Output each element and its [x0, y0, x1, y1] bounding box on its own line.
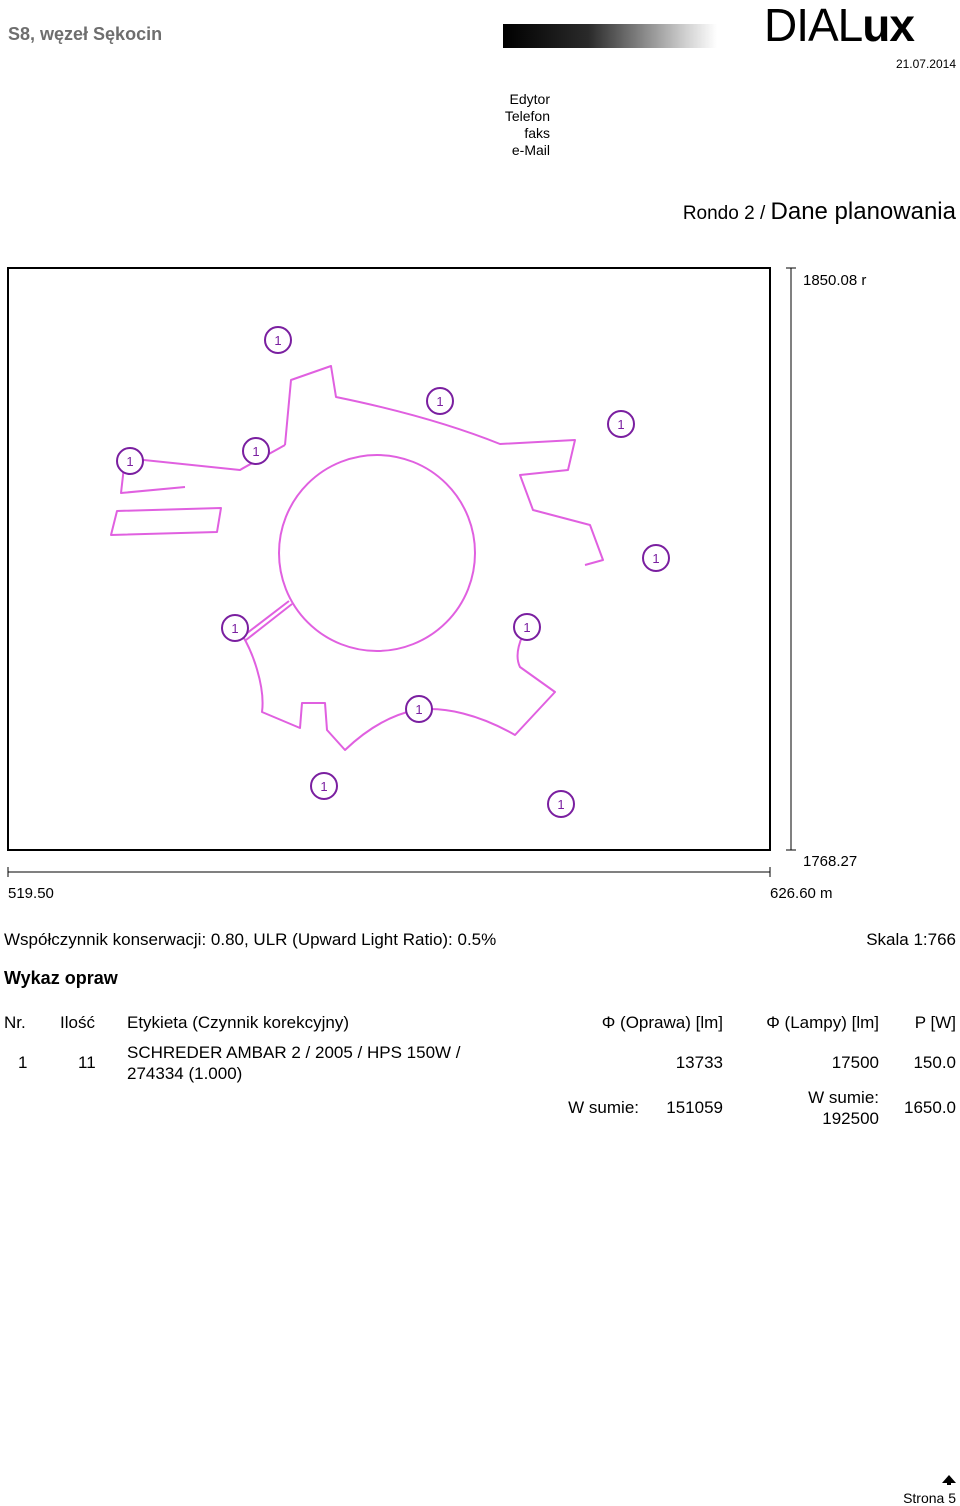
header-gradient-bar — [503, 24, 717, 48]
row-label-line2: 274334 (1.000) — [127, 1064, 243, 1083]
contact-editor: Edytor — [509, 91, 550, 107]
svg-text:1: 1 — [252, 444, 260, 459]
luminaire-marker — [514, 614, 540, 640]
logo-text-bold: ux — [862, 0, 914, 51]
contact-phone: Telefon — [504, 108, 550, 124]
col-header-label: Etykieta (Czynnik korekcyjny) — [127, 1013, 350, 1032]
luminaire-markers — [117, 327, 669, 817]
logo-text-thin: DIAL — [764, 0, 863, 51]
luminaire-marker — [608, 411, 634, 437]
col-header-phi-luminaire: Φ (Oprawa) [lm] — [601, 1013, 723, 1032]
luminaire-marker — [243, 438, 269, 464]
luminaire-marker — [548, 791, 574, 817]
coord-top-right: 1850.08 r — [803, 272, 867, 289]
row-label — [127, 1042, 461, 1084]
luminaire-marker — [222, 615, 248, 641]
road-outlines — [111, 366, 603, 750]
luminaire-marker — [427, 388, 453, 414]
svg-text:1: 1 — [320, 779, 328, 794]
row-nr: 1 — [18, 1053, 28, 1072]
total-phi-lamps: 192500 — [822, 1109, 879, 1128]
coord-bottom-right: 626.60 m — [770, 885, 833, 902]
row-phi-lamps: 17500 — [831, 1053, 879, 1072]
svg-text:1: 1 — [231, 621, 239, 636]
svg-text:1: 1 — [557, 797, 565, 812]
row-label-line1: SCHREDER AMBAR 2 / 2005 / HPS 150W / — [127, 1043, 461, 1062]
total-phi-luminaire: 151059 — [666, 1098, 723, 1117]
page-heading — [683, 198, 956, 226]
total-lamps-block — [808, 1087, 879, 1129]
svg-text:1: 1 — [274, 333, 282, 348]
luminaire-marker — [265, 327, 291, 353]
svg-text:1: 1 — [415, 702, 423, 717]
luminaire-marker — [406, 696, 432, 722]
contact-fax: faks — [524, 125, 550, 141]
header-date: 21.07.2014 — [895, 57, 956, 71]
row-power: 150.0 — [913, 1053, 956, 1072]
svg-text:1: 1 — [126, 454, 134, 469]
coord-bottom-left: 519.50 — [8, 885, 54, 902]
page-up-arrow-icon[interactable] — [941, 1474, 957, 1486]
col-header-power: P [W] — [914, 1013, 956, 1032]
maintenance-factor-line: Współczynnik konserwacji: 0.80, ULR (Upward Light Ratio): 0.5% — [4, 930, 497, 949]
svg-text:1: 1 — [523, 620, 531, 635]
scale-label: Skala 1:766 — [866, 930, 956, 949]
coord-right: 1768.27 — [803, 853, 858, 870]
luminaire-marker — [643, 545, 669, 571]
heading-title: Dane planowania — [770, 198, 956, 225]
luminaire-marker — [117, 448, 143, 474]
col-header-qty: Ilość — [60, 1013, 95, 1032]
west-slip-lane — [111, 508, 221, 535]
row-qty: 11 — [78, 1053, 96, 1072]
luminaire-list-heading: Wykaz opraw — [4, 968, 118, 988]
dialux-logo — [764, 0, 914, 50]
total-power: 1650.0 — [904, 1098, 956, 1117]
col-header-nr: Nr. — [4, 1013, 26, 1032]
page-number: Strona 5 — [903, 1490, 956, 1506]
heading-scene: Rondo 2 — [682, 203, 755, 224]
row-phi-luminaire: 13733 — [675, 1053, 723, 1072]
heading-separator: / — [754, 203, 771, 224]
svg-text:1: 1 — [617, 417, 625, 432]
col-header-phi-lamps: Φ (Lampy) [lm] — [766, 1013, 879, 1032]
svg-text:1: 1 — [652, 551, 660, 566]
central-island — [279, 455, 475, 651]
contact-block — [420, 91, 550, 159]
total-label-lamps: W sumie: — [808, 1088, 879, 1107]
contact-email: e-Mail — [511, 142, 550, 158]
south-outline — [234, 623, 555, 750]
project-title: S8, węzeł Sękocin — [8, 24, 163, 44]
svg-text:1: 1 — [436, 394, 444, 409]
site-plan — [0, 260, 960, 910]
crossing-line — [242, 601, 289, 637]
total-label-luminaire: W sumie: — [568, 1098, 639, 1117]
luminaire-marker — [311, 773, 337, 799]
